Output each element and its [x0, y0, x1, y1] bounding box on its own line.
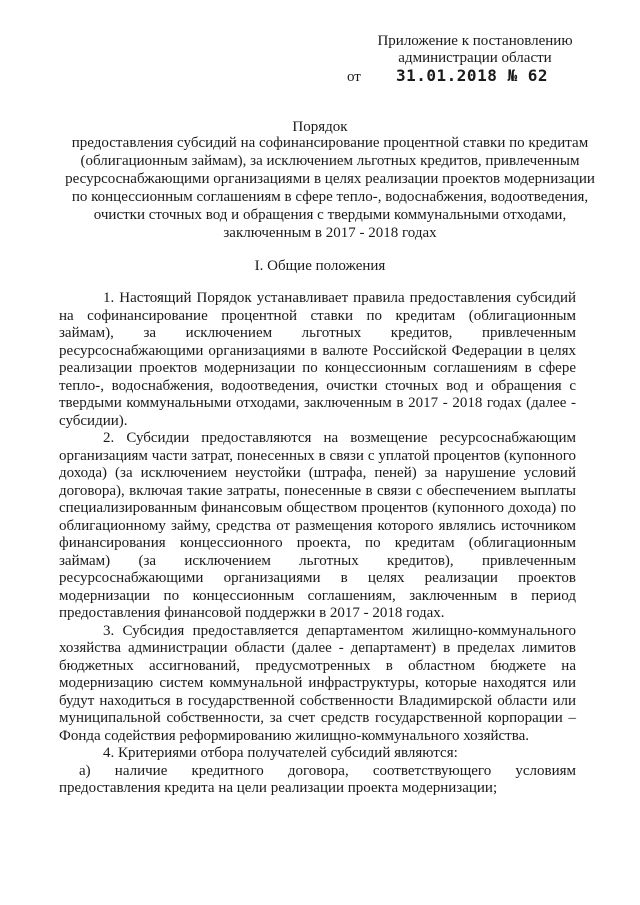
attachment-date-number: 31.01.2018 № 62 [396, 66, 548, 85]
paragraph-3: 3. Субсидия предоставляется департаментом жилищно-коммунального хозяйства администрации области (далее - департамент) в пределах лимитов бюджетных ассигнований, предусмотренных в областном бюджете на модернизацию систем коммунальной инфраструктуры, которые находятся или будут находиться в государственной собственности Владимирской области или муниципальной собственности, за счет средств государственной корпорации – Фонда содействия реформированию жилищно-коммунального хозяйства. [59, 622, 576, 744]
document-body [59, 290, 576, 798]
document-subtitle: предоставления субсидий на софинансирование процентной ставки по кредитам (облигационным займам), за исключением льготных кредитов, привлеченным ресурсоснабжающими организациями в целях реализации проектов модернизации по концессионным соглашениям в сфере тепло-, водоснабжения, водоотведения, очистки сточных вод и обращения с твердыми коммунальными отходами, заключенным в 2017 - 2018 годах [65, 135, 595, 241]
paragraph-4a: а) наличие кредитного договора, соответствующего условиям предоставления кредита на цели реализации проекта модернизации; [59, 762, 576, 796]
attachment-date-row [347, 66, 590, 87]
attachment-ot: от [347, 69, 361, 85]
attachment-header [347, 33, 590, 87]
paragraph-4: 4. Критериями отбора получателей субсидий являются: [103, 745, 458, 761]
document-title: Порядок [292, 119, 348, 135]
attachment-line1: Приложение к постановлению [377, 33, 573, 49]
attachment-line2: администрации области [398, 50, 552, 66]
section-heading: I. Общие положения [254, 258, 386, 274]
paragraph-1: 1. Настоящий Порядок устанавливает правила предоставления субсидий на софинансирование процентной ставки по кредитам (облигационным займам), за исключением льготных кредитов, привлеченным ресурсоснабжающими организациями в валюте Российской Федерации в целях реализации проектов модернизации по концессионным соглашениям в сфере тепло-, водоснабжения, водоотведения, очистки сточных вод и обращения с твердыми коммунальными отходами, заключенным в 2017 - 2018 годах (далее - субсидии). [59, 290, 576, 429]
paragraph-2: 2. Субсидии предоставляются на возмещение ресурсоснабжающим организациям части затрат, понесенных в связи с уплатой процентов (купонного дохода) (за исключением неустойки (штрафа, пеней) за нарушение условий договора), включая такие затраты, понесенные в связи с обеспечением выплаты специализированным финансовым обществом процентов (купонного дохода) по облигационному займу, средства от размещения которого являлись источником финансирования концессионного проекта, по кредитам (облигационным займам) (за исключением льготных кредитов), привлеченным ресурсоснабжающими организациями в целях реализации проектов модернизации по концессионным соглашениям, заключенным в период предоставления финансовой поддержки в 2017 - 2018 годах. [59, 430, 576, 621]
